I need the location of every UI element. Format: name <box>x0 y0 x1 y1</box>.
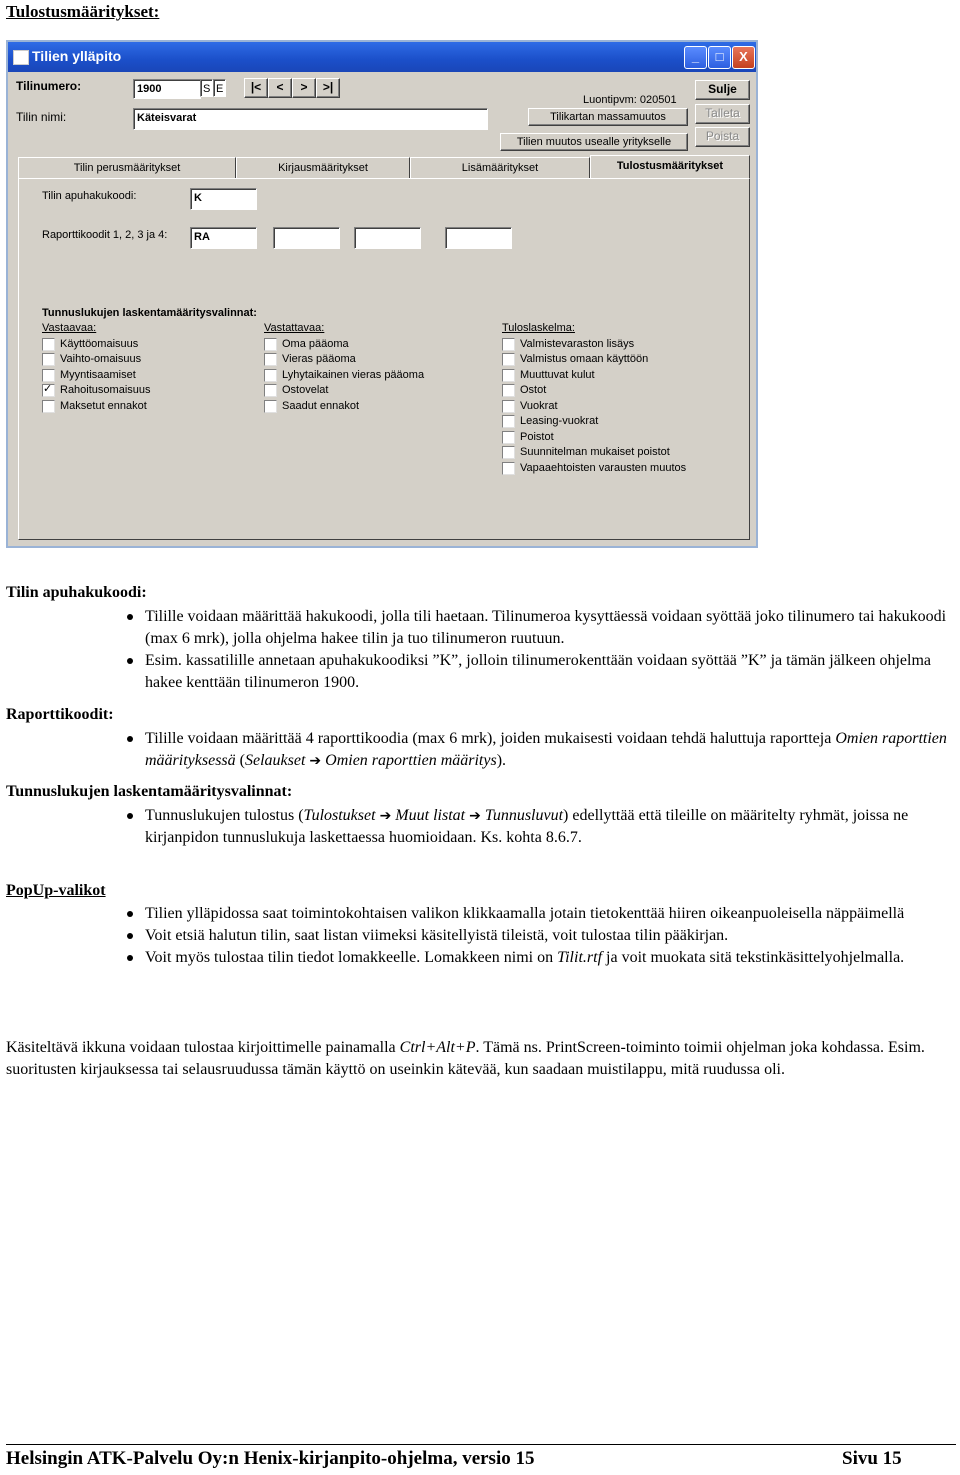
checkbox-box[interactable] <box>264 338 277 351</box>
checkbox-box[interactable] <box>502 415 515 428</box>
bullet-icon <box>127 658 133 664</box>
tab-posting-settings[interactable]: Kirjausmääritykset <box>236 157 410 179</box>
minimize-button[interactable]: _ <box>684 46 707 69</box>
arrow-right-icon: ➔ <box>309 753 322 769</box>
footer-rule <box>6 1444 956 1445</box>
list-item: Tilille voidaan määrittää 4 raporttikoodia (max 6 mrk), joiden mukaisesti voidaan tehdä haluttuja raportteja Omien raporttien määrityksessä (Selaukset ➔ Omien raporttien määritys). <box>145 728 957 772</box>
page-number: Sivu 15 <box>842 1448 902 1469</box>
s-field[interactable]: S <box>200 79 213 97</box>
search-code-field[interactable]: K <box>190 188 257 210</box>
checkbox-box[interactable] <box>502 431 515 444</box>
change-for-companies-button[interactable]: Tilien muutos usealle yritykselle <box>500 133 688 151</box>
checkbox-valmistevaraston-lisays[interactable]: Valmistevaraston lisäys <box>502 338 634 352</box>
e-field[interactable]: E <box>213 79 226 97</box>
checkbox-vieras-paaoma[interactable]: Vieras pääoma <box>264 353 356 367</box>
checkbox-box[interactable] <box>42 400 55 413</box>
bullet-icon <box>127 955 133 961</box>
report-code-3-field[interactable] <box>354 227 421 249</box>
report-code-2-field[interactable] <box>273 227 340 249</box>
page-heading: Tulostusmääritykset: <box>6 2 160 21</box>
income-statement-column-heading: Tuloslaskelma: <box>502 322 575 334</box>
account-number-label: Tilinumero: <box>16 79 82 93</box>
checkbox-leasing-vuokrat[interactable]: Leasing-vuokrat <box>502 415 598 429</box>
last-record-button[interactable]: >| <box>316 78 340 98</box>
next-record-button[interactable]: > <box>292 78 316 98</box>
checkbox-vapaaehtoisten-varausten-muutos[interactable]: Vapaaehtoisten varausten muutos <box>502 462 686 476</box>
bullet-icon <box>127 933 133 939</box>
section-title-report-codes: Raporttikoodit: <box>6 706 114 723</box>
checkbox-box[interactable] <box>42 369 55 382</box>
ratio-selection-title: Tunnuslukujen laskentamääritysvalinnat: <box>42 307 257 319</box>
checkbox-oma-paaoma[interactable]: Oma pääoma <box>264 338 349 352</box>
tab-basic-settings[interactable]: Tilin perusmääritykset <box>18 157 236 179</box>
bullet-icon <box>127 813 133 819</box>
bullet-icon <box>127 736 133 742</box>
checkbox-saadut-ennakot[interactable]: Saadut ennakot <box>264 400 359 414</box>
window-titlebar <box>8 42 756 72</box>
created-date: Luontipvm: 020501 <box>583 94 677 106</box>
tab-print-settings[interactable]: Tulostusmääritykset <box>590 155 750 179</box>
checkbox-box[interactable] <box>42 353 55 366</box>
checkbox-rahoitusomaisuus[interactable]: ✓ Rahoitusomaisuus <box>42 384 151 398</box>
checkbox-myyntisaamiset[interactable]: Myyntisaamiset <box>42 369 136 383</box>
checkbox-box[interactable] <box>502 462 515 475</box>
checkbox-box[interactable] <box>264 384 277 397</box>
section-title-ratio-selections: Tunnuslukujen laskentamääritysvalinnat: <box>6 783 293 800</box>
bullet-icon <box>127 614 133 620</box>
search-code-label: Tilin apuhakukoodi: <box>42 190 137 202</box>
previous-record-button[interactable]: < <box>268 78 292 98</box>
checkbox-kayttoomaisuus[interactable]: Käyttöomaisuus <box>42 338 138 352</box>
popup-bullets <box>145 903 950 969</box>
window-title: Tilien ylläpito <box>32 48 122 64</box>
checkbox-suunnitelman-mukaiset-poistot[interactable]: Suunnitelman mukaiset poistot <box>502 446 670 460</box>
close-form-button[interactable]: Sulje <box>695 80 750 100</box>
list-item: Tilille voidaan määrittää hakukoodi, jolla tili haetaan. Tilinumeroa kysyttäessä voidaan syöttää joko tilinumero tai hakukoodi (max 6 mrk), jolla ohjelma hakee tilin ja tuo tilinumeron ruutuun. <box>145 606 950 650</box>
accounts-maintenance-window <box>6 40 758 548</box>
footer-title: Helsingin ATK-Palvelu Oy:n Henix-kirjanpito-ohjelma, versio 15 <box>6 1448 535 1469</box>
checkbox-box-checked[interactable] <box>42 384 55 397</box>
ratio-bullets <box>145 805 950 849</box>
checkbox-box[interactable] <box>502 384 515 397</box>
checkbox-ostot[interactable]: Ostot <box>502 384 546 398</box>
section-title-popup: PopUp-valikot <box>6 882 106 899</box>
search-code-bullets <box>145 606 950 694</box>
maximize-button[interactable]: □ <box>708 46 731 69</box>
checkbox-box[interactable] <box>264 400 277 413</box>
report-codes-label: Raporttikoodit 1, 2, 3 ja 4: <box>42 229 168 241</box>
account-name-field[interactable]: Käteisvarat <box>133 108 488 130</box>
checkbox-vaihto-omaisuus[interactable]: Vaihto-omaisuus <box>42 353 141 367</box>
save-button[interactable]: Talleta <box>695 104 750 124</box>
list-item: Tunnuslukujen tulostus (Tulostukset ➔ Muut listat ➔ Tunnusluvut) edellyttää että tileille on määritelty ryhmät, joissa ne kirjanpidon tunnuslukuja laskettaessa huomioidaan. Ks. kohta 8.6.7. <box>145 805 950 849</box>
checkbox-box[interactable] <box>264 369 277 382</box>
checkbox-ostovelat[interactable]: Ostovelat <box>264 384 328 398</box>
close-button[interactable]: X <box>732 46 755 69</box>
app-icon <box>13 50 29 65</box>
arrow-right-icon: ➔ <box>469 808 481 824</box>
mass-change-button[interactable]: Tilikartan massamuutos <box>528 108 688 126</box>
printscreen-paragraph: Käsiteltävä ikkuna voidaan tulostaa kirjoittimelle painamalla Ctrl+Alt+P. Tämä ns. PrintScreen-toiminto toimii ohjelman joka kohdassa. Esim. suoritusten kirjauksessa tai selausruudussa tämän käyttö on useinkin kätevää, kun saadaan muistilappu, mitä ruudussa oli. <box>6 1039 925 1078</box>
checkbox-lyhytaikainen-vieras-paaoma[interactable]: Lyhytaikainen vieras pääoma <box>264 369 424 383</box>
report-codes-bullets <box>145 728 957 772</box>
list-item: Voit myös tulostaa tilin tiedot lomakkeelle. Lomakkeen nimi on Tilit.rtf ja voit muokata sitä tekstinkäsittelyohjelmalla. <box>145 947 950 969</box>
tab-additional-settings[interactable]: Lisämääritykset <box>410 157 590 179</box>
checkbox-vuokrat[interactable]: Vuokrat <box>502 400 558 414</box>
checkbox-valmistus-omaan-kayttoon[interactable]: Valmistus omaan käyttöön <box>502 353 648 367</box>
checkbox-box[interactable] <box>264 353 277 366</box>
report-code-1-field[interactable]: RA <box>190 227 257 249</box>
list-item: Tilien ylläpidossa saat toimintokohtaisen valikon klikkaamalla jotain tietokenttää hiiren oikeanpuoleisella näppäimellä <box>145 903 950 925</box>
checkbox-box[interactable] <box>42 338 55 351</box>
bullet-icon <box>127 911 133 917</box>
checkbox-muuttuvat-kulut[interactable]: Muuttuvat kulut <box>502 369 595 383</box>
list-item: Esim. kassatilille annetaan apuhakukoodiksi ”K”, jolloin tilinumerokenttään voidaan syöttää ”K” ja tämän jälkeen ohjelma hakee kenttään tilinumeron 1900. <box>145 650 950 694</box>
checkbox-poistot[interactable]: Poistot <box>502 431 554 445</box>
checkbox-maksetut-ennakot[interactable]: Maksetut ennakot <box>42 400 147 414</box>
checkbox-box[interactable] <box>502 338 515 351</box>
report-code-4-field[interactable] <box>445 227 512 249</box>
assets-column-heading: Vastaavaa: <box>42 322 97 334</box>
section-title-search-code: Tilin apuhakukoodi: <box>6 584 147 601</box>
checkbox-box[interactable] <box>502 369 515 382</box>
first-record-button[interactable]: |< <box>244 78 268 98</box>
delete-button[interactable]: Poista <box>695 127 750 147</box>
list-item: Voit etsiä halutun tilin, saat listan viimeksi käsitellyistä tileistä, voit tulostaa tilin pääkirjan. <box>145 925 950 947</box>
account-name-label: Tilin nimi: <box>16 110 67 124</box>
liabilities-column-heading: Vastattavaa: <box>264 322 325 334</box>
checkbox-box[interactable] <box>502 400 515 413</box>
checkbox-box[interactable] <box>502 446 515 459</box>
account-number-field[interactable]: 1900 <box>133 79 201 99</box>
checkbox-box[interactable] <box>502 353 515 366</box>
arrow-right-icon: ➔ <box>379 808 392 824</box>
